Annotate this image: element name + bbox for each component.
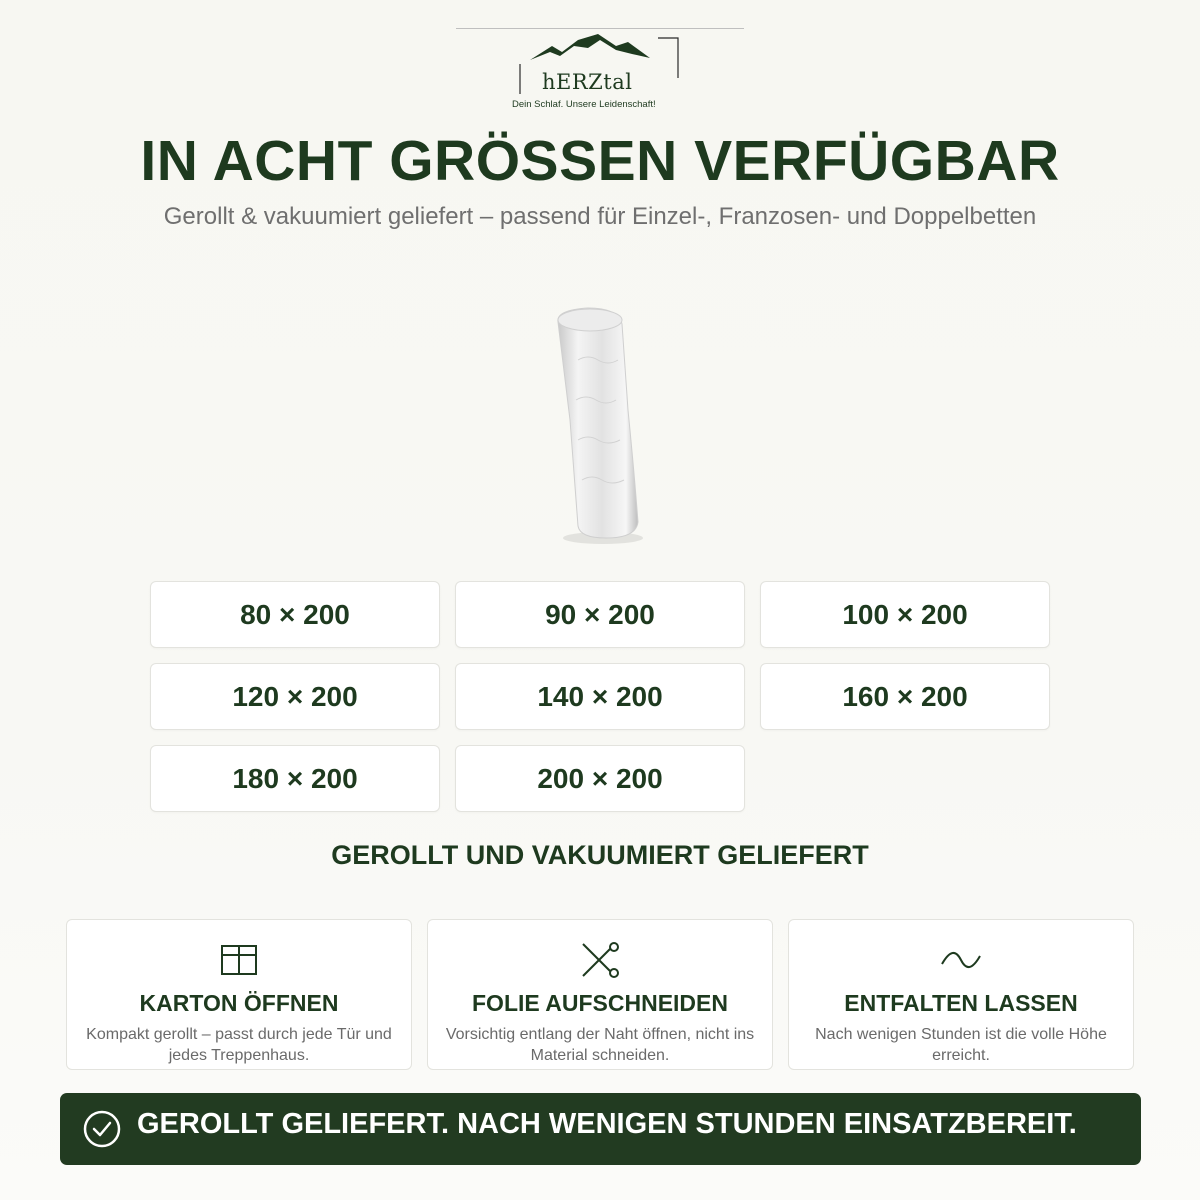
wave-icon (940, 942, 982, 978)
size-option-90x200[interactable]: 90 × 200 (455, 581, 745, 648)
step-description: Nach wenigen Stunden ist die volle Höhe erreicht. (815, 1026, 1107, 1064)
step-title: FOLIE AUFSCHNEIDEN (472, 990, 728, 1016)
size-option-120x200[interactable]: 120 × 200 (150, 663, 440, 730)
size-option-140x200[interactable]: 140 × 200 (455, 663, 745, 730)
size-option-80x200[interactable]: 80 × 200 (150, 581, 440, 648)
size-option-100x200[interactable]: 100 × 200 (760, 581, 1050, 648)
step-title: ENTFALTEN LASSEN (844, 990, 1078, 1016)
size-option-200x200[interactable]: 200 × 200 (455, 745, 745, 812)
size-option-160x200[interactable]: 160 × 200 (760, 663, 1050, 730)
brand-name: hERZtal (542, 70, 633, 94)
page-subtitle: Gerollt & vakuumiert geliefert – passend für Einzel-, Franzosen- und Doppelbetten (163, 203, 1037, 230)
step-card-cut-foil (427, 919, 773, 1070)
scissors-icon (579, 942, 621, 978)
step-card-unfold (788, 919, 1134, 1070)
delivery-section-title: GEROLLT UND VAKUUMIERT GELIEFERT (331, 840, 869, 870)
brand-tagline: Dein Schlaf. Unsere Leidenschaft! (512, 99, 656, 110)
ready-banner (60, 1093, 1141, 1165)
delivery-steps (66, 919, 1134, 1070)
step-title: KARTON ÖFFNEN (139, 990, 339, 1016)
step-card-open-box (66, 919, 412, 1070)
banner-text: GEROLLT GELIEFERT. NACH WENIGEN STUNDEN EINSATZBEREIT. (137, 1108, 1077, 1140)
page-title: IN ACHT GRÖSSEN VERFÜGBAR (140, 129, 1060, 193)
size-option-180x200[interactable]: 180 × 200 (150, 745, 440, 812)
check-circle-icon (82, 1109, 122, 1149)
rolled-mattress-image (548, 300, 658, 550)
top-divider (456, 28, 744, 29)
step-description: Kompakt gerollt – passt durch jede Tür und jedes Treppenhaus. (86, 1026, 392, 1064)
step-description: Vorsichtig entlang der Naht öffnen, nicht ins Material schneiden. (445, 1026, 755, 1064)
size-grid (150, 581, 1051, 812)
brand-logo (500, 32, 700, 114)
box-icon (218, 942, 260, 978)
